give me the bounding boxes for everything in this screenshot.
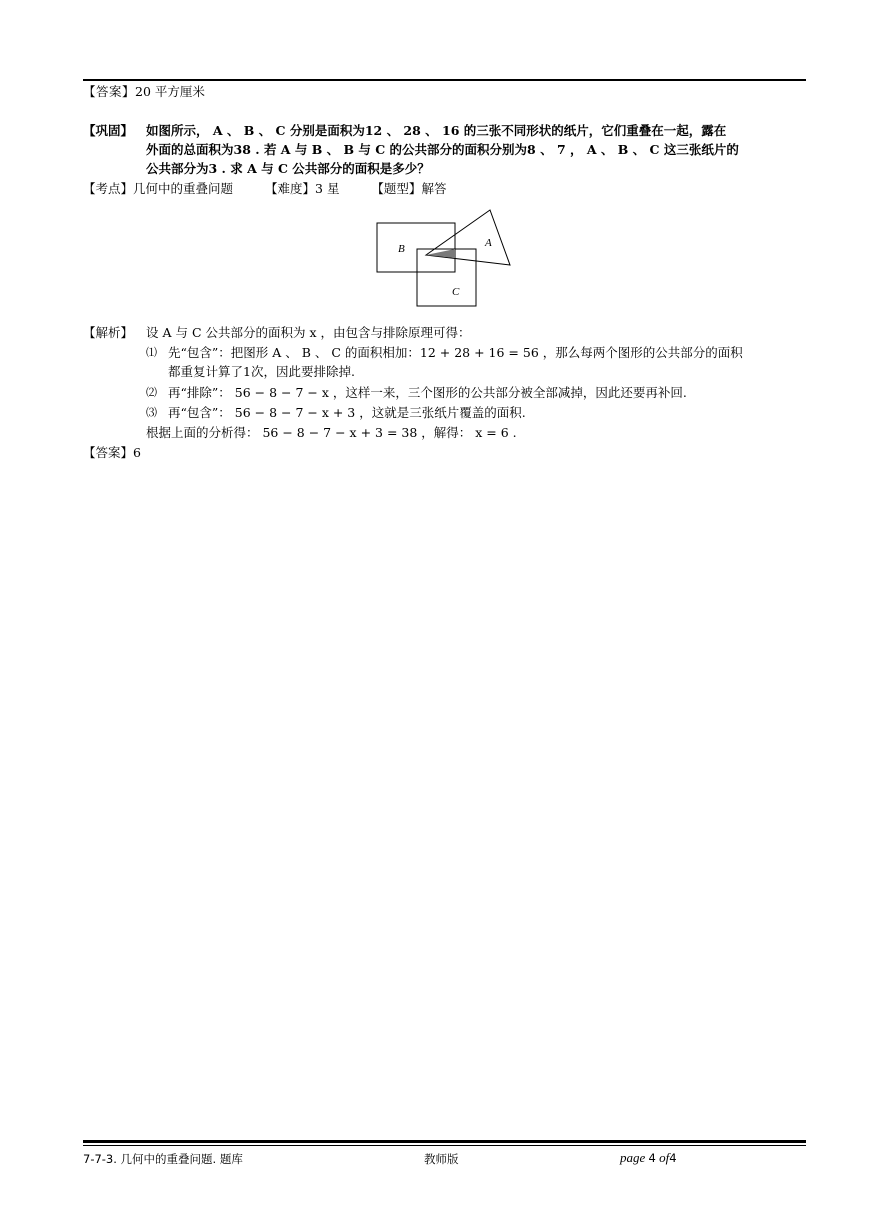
page-number: 4 xyxy=(648,1151,656,1165)
kaodian-label: 【考点】 xyxy=(83,181,134,196)
meta-line xyxy=(83,179,446,197)
page-total: 4 xyxy=(669,1151,677,1165)
final-answer-label: 【答案】 xyxy=(83,445,134,460)
nandu-label: 【难度】 xyxy=(265,181,316,196)
step1-num: ⑴ xyxy=(146,346,157,359)
label-c: C xyxy=(452,286,460,298)
problem-line-1: 如图所示， A 、 B 、 C 分别是面积为12 、 28 、 16 的三张不同形状的纸片，它们重叠在一起，露在 xyxy=(146,123,727,138)
nandu-value: 3 星 xyxy=(315,181,340,196)
answer-label: 【答案】 xyxy=(83,84,136,99)
footer-rule-thin xyxy=(83,1145,806,1146)
header-rule xyxy=(83,79,806,81)
solution-conclusion: 根据上面的分析得： 56 − 8 − 7 − x + 3 = 38 ，解得： x = 6 . xyxy=(146,425,517,440)
tixing-label: 【题型】 xyxy=(371,181,422,196)
footer-title: 7-7-3. 几何中的重叠问题. 题库 xyxy=(83,1152,243,1166)
page-prefix: page xyxy=(620,1150,646,1165)
label-b: B xyxy=(398,243,405,255)
answer-text: 20 平方厘米 xyxy=(135,84,205,99)
step3-text: 再“包含”： 56 − 8 − 7 − x + 3 ，这就是三张纸片覆盖的面积. xyxy=(168,405,526,420)
step1-line-1: 先“包含”：把图形 A 、 B 、 C 的面积相加：12 + 28 + 16 = 56 ，那么每两个图形的公共部分的面积 xyxy=(168,345,743,360)
problem-label: 【巩固】 xyxy=(83,123,134,138)
triangle-a xyxy=(426,210,510,265)
problem-line-3: 公共部分为3 . 求 A 与 C 公共部分的面积是多少？ xyxy=(146,161,430,176)
top-answer xyxy=(83,82,205,100)
footer-rule-thick xyxy=(83,1140,806,1143)
kaodian-value: 几何中的重叠问题 xyxy=(133,181,234,196)
solution-intro: 设 A 与 C 公共部分的面积为 x ，由包含与排除原理可得： xyxy=(146,325,471,340)
solution-label: 【解析】 xyxy=(83,325,134,340)
label-a: A xyxy=(485,237,492,249)
overlap-figure xyxy=(370,205,520,310)
page-indicator xyxy=(620,1150,677,1166)
problem-line-2: 外面的总面积为38 . 若 A 与 B 、 B 与 C 的公共部分的面积分别为8 、 7 ， A 、 B 、 C 这三张纸片的 xyxy=(146,142,739,157)
final-answer xyxy=(83,443,141,461)
page-of: of xyxy=(659,1150,670,1165)
tixing-value: 解答 xyxy=(421,181,447,196)
final-answer-text: 6 xyxy=(133,445,141,460)
step1-line-2: 都重复计算了1次，因此要排除掉. xyxy=(168,364,355,379)
step2-num: ⑵ xyxy=(146,386,157,399)
step3-num: ⑶ xyxy=(146,406,157,419)
step2-text: 再“排除”： 56 − 8 − 7 − x ，这样一来，三个图形的公共部分被全部减掉，因此还要再补回. xyxy=(168,385,687,400)
footer-edition: 教师版 xyxy=(424,1152,459,1166)
rect-b xyxy=(377,223,455,272)
